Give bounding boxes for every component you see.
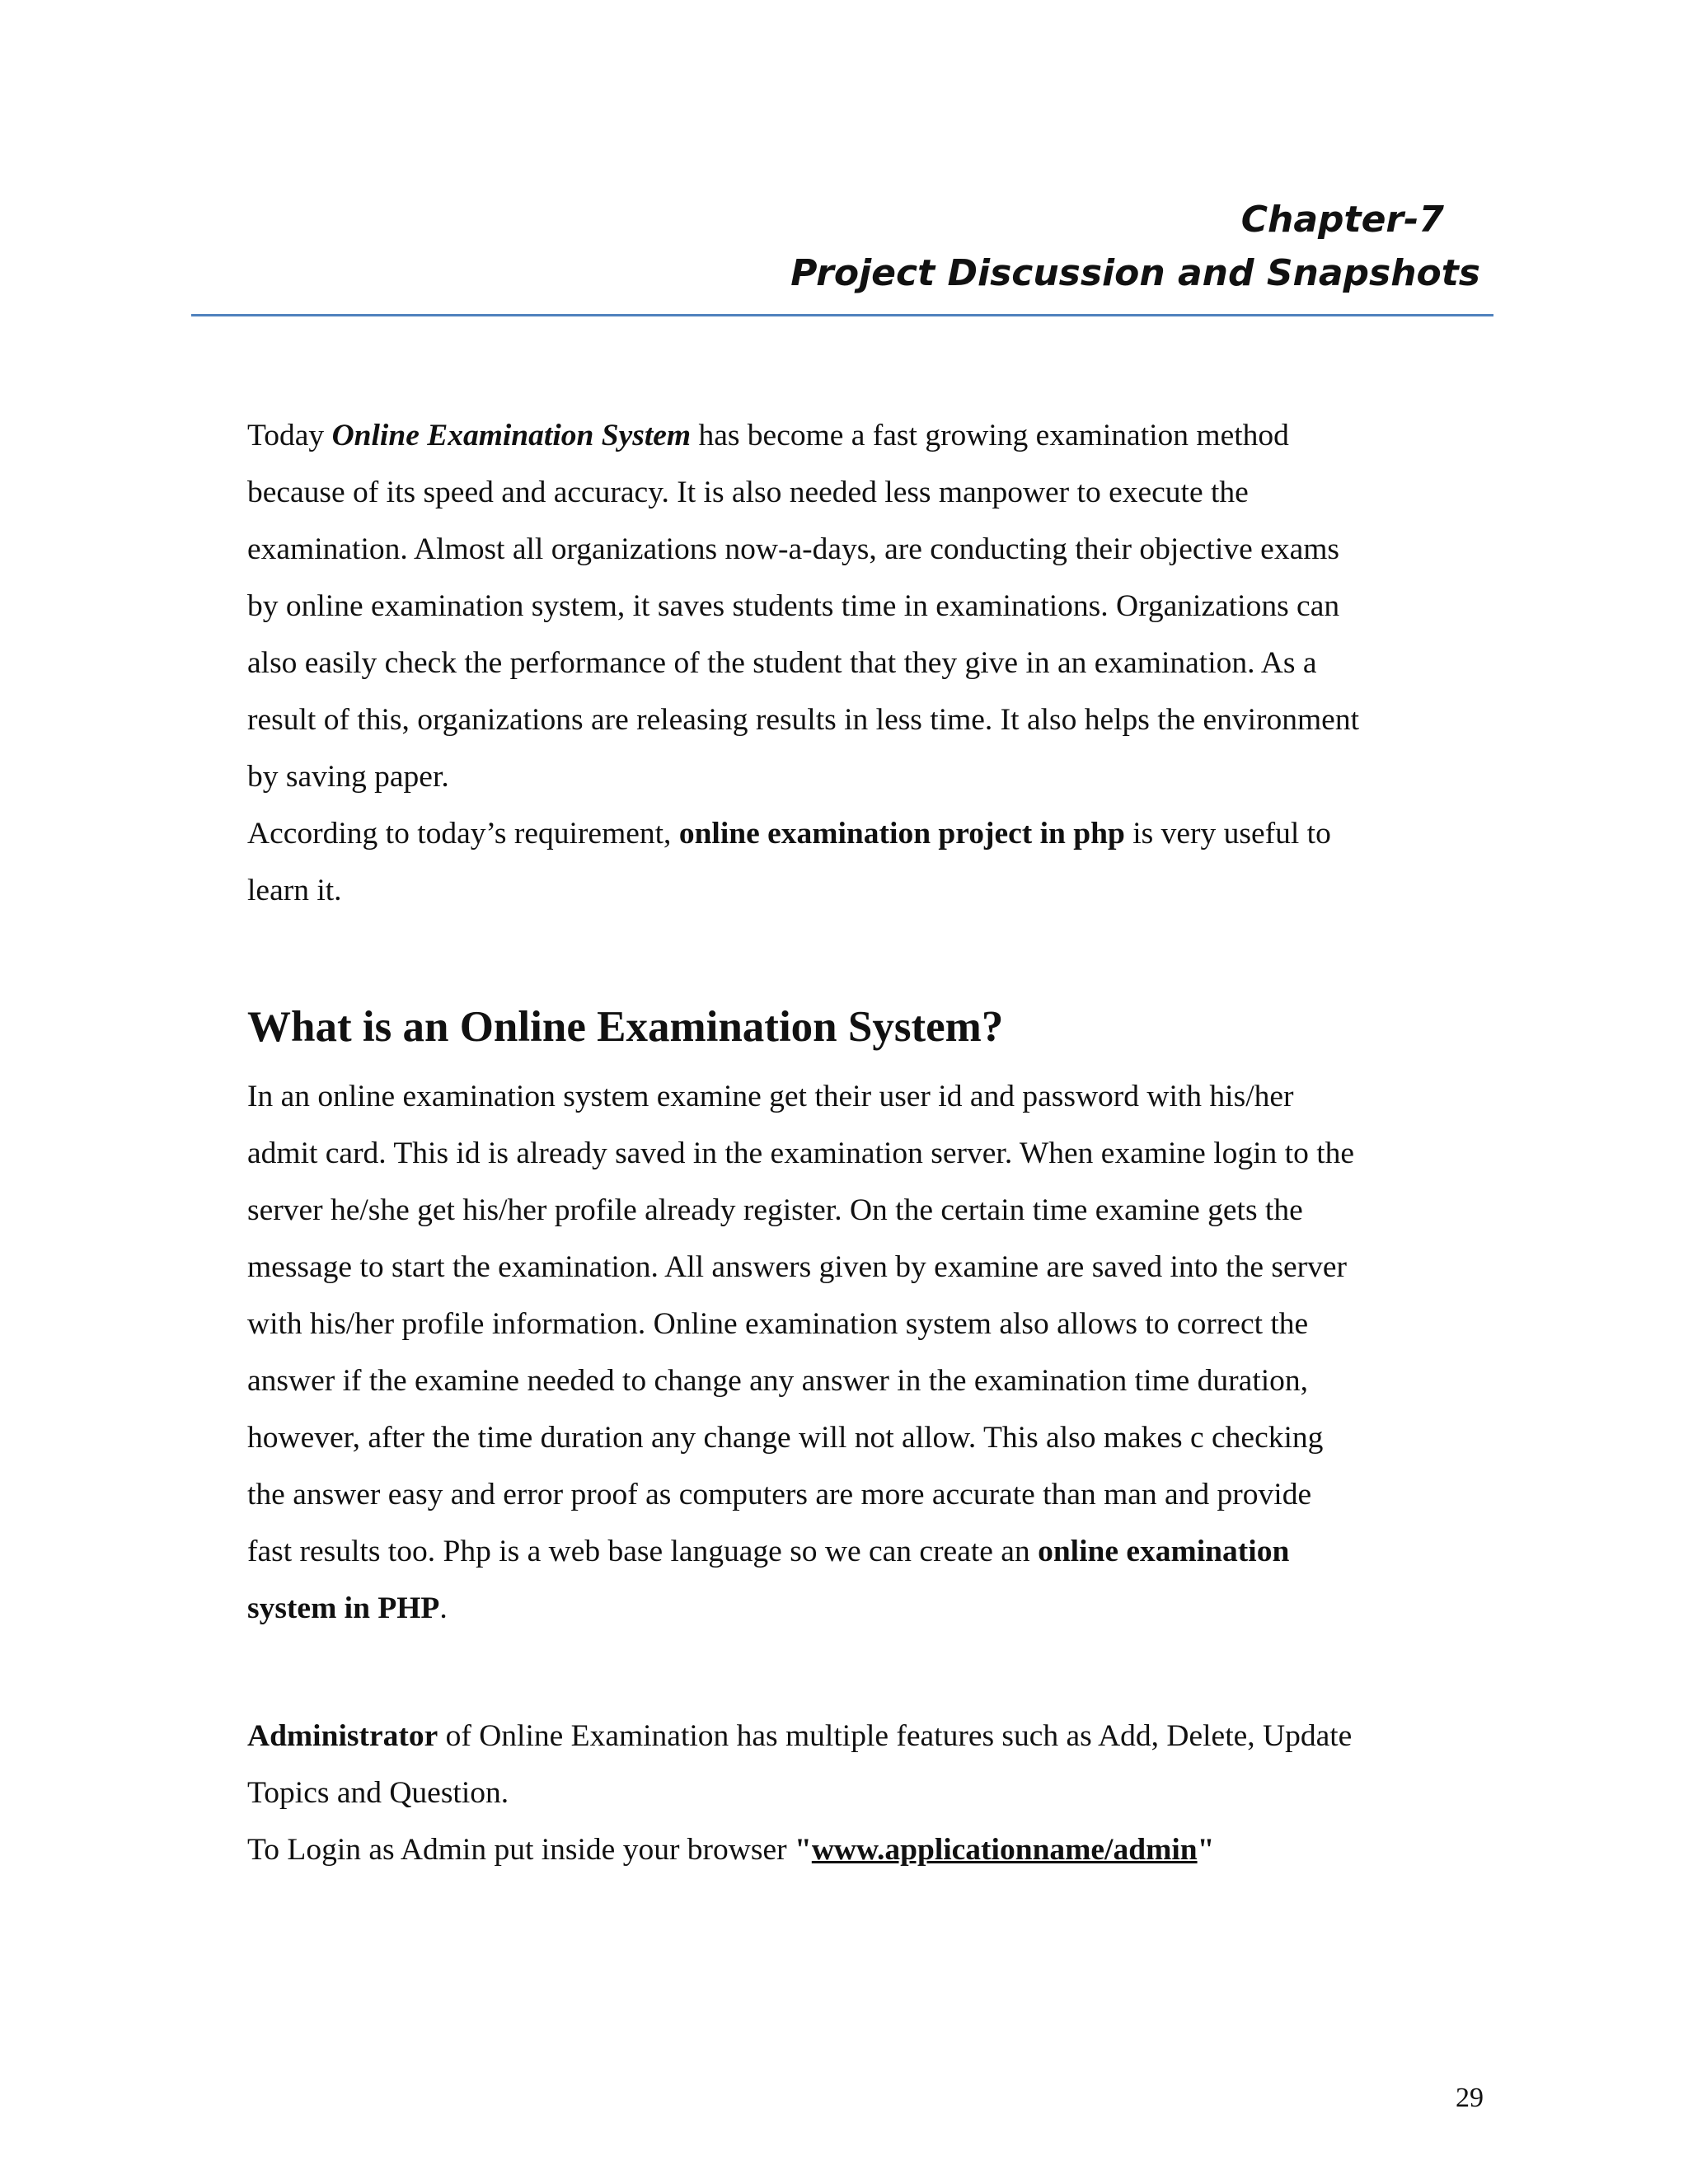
intro-line-9: learn it. (247, 874, 342, 907)
section-line-3: server he/she get his/her profile already register. On the certain time examine gets the (247, 1193, 1303, 1227)
php-emphasis-part2: system in PHP (247, 1591, 440, 1625)
section-line-9: fast results too. Php is a web base language so we can create an online examination (247, 1535, 1290, 1568)
intro-line-6: result of this, organizations are releasing results in less time. It also helps the environment (247, 703, 1359, 737)
intro-line-5: also easily check the performance of the student that they give in an examination. As a (247, 646, 1317, 680)
section-line-8: the answer easy and error proof as computers are more accurate than man and provide (247, 1478, 1312, 1511)
intro-line-4: by online examination system, it saves students time in examinations. Organizations can (247, 589, 1340, 623)
section-line-6: answer if the examine needed to change any answer in the examination time duration, (247, 1364, 1309, 1398)
page-number: 29 (1456, 2083, 1484, 2113)
quote-open: " (794, 1833, 812, 1867)
section-line-7: however, after the time duration any change will not allow. This also makes c checking (247, 1421, 1324, 1455)
section-heading: What is an Online Examination System? (247, 1003, 1004, 1051)
section-line-10: system in PHP. (247, 1591, 448, 1625)
admin-line-3: To Login as Admin put inside your browser "www.applicationname/admin" (247, 1833, 1215, 1867)
section-line-1: In an online examination system examine get their user id and password with his/her (247, 1080, 1294, 1113)
section-line-5: with his/her profile information. Online examination system also allows to correct the (247, 1307, 1309, 1341)
admin-url-link[interactable]: www.applicationname/admin (811, 1833, 1198, 1867)
intro-line-8: According to today’s requirement, online examination project in php is very useful to (247, 817, 1331, 851)
intro-line-7: by saving paper. (247, 760, 449, 794)
admin-line-2: Topics and Question. (247, 1776, 509, 1810)
header-divider (191, 314, 1493, 316)
system-name-emphasis: Online Examination System (331, 419, 692, 452)
project-emphasis: online examination project in php (678, 817, 1125, 851)
administrator-label: Administrator (247, 1719, 438, 1753)
section-line-2: admit card. This id is already saved in the examination server. When examine login to the (247, 1137, 1355, 1170)
php-emphasis-part1: online examination (1038, 1535, 1290, 1568)
quote-close: " (1197, 1833, 1215, 1867)
intro-line-3: examination. Almost all organizations now-a-days, are conducting their objective exams (247, 532, 1339, 566)
chapter-header (191, 194, 1493, 302)
admin-paragraph (247, 1708, 1451, 1878)
intro-line-1: Today Online Examination System has become a fast growing examination method (247, 419, 1289, 452)
intro-paragraph (247, 407, 1451, 919)
intro-line-2: because of its speed and accuracy. It is also needed less manpower to execute the (247, 476, 1249, 509)
admin-line-1: Administrator of Online Examination has multiple features such as Add, Delete, Update (247, 1719, 1353, 1753)
chapter-title: Project Discussion and Snapshots (790, 252, 1480, 294)
section-line-4: message to start the examination. All answers given by examine are saved into the server (247, 1250, 1347, 1284)
section-paragraph (247, 1068, 1451, 1637)
chapter-number: Chapter-7 (1240, 199, 1444, 241)
